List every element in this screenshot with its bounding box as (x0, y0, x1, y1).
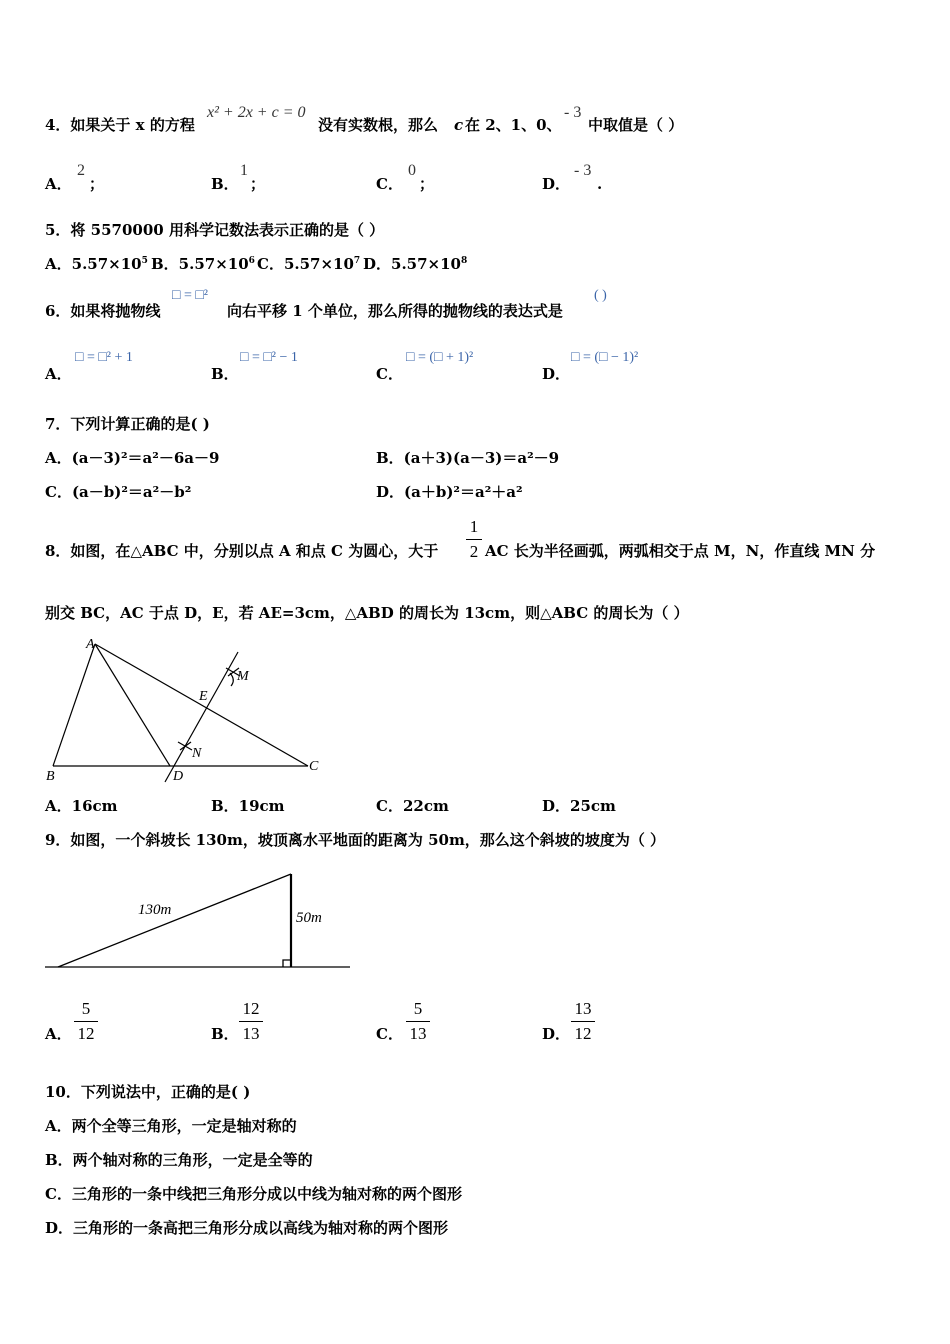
label-c: C (309, 759, 319, 774)
fraction-denominator: 2 (469, 542, 479, 561)
q9-option-fraction (571, 998, 595, 1045)
label-a: A (86, 637, 95, 652)
q8-option-b[interactable]: B．19cm (211, 797, 285, 815)
label-e: E (199, 689, 208, 704)
q5-option-label: B．5.57×10 (151, 255, 249, 273)
q9-option-label: B． (211, 1025, 239, 1043)
q8-suffix: AC 长为半径画弧，两弧相交于点 M，N，作直线 MN 分 (485, 542, 876, 560)
q4-neg3: - 3 (564, 104, 582, 121)
q6-option-equation: □ = (□ − 1)² (571, 350, 639, 365)
q5-text: 5．将 5570000 用科学记数法表示正确的是（ ） (45, 221, 385, 239)
segment-ad (95, 644, 170, 766)
q5-option-exponent: 7 (353, 256, 361, 266)
q4-middle2: 在 2、1、0、 (465, 116, 562, 134)
slope-line (58, 874, 291, 967)
q4-option-tail: ； (89, 175, 105, 193)
q8-option-d[interactable]: D．25cm (542, 797, 616, 815)
q10-text: 10．下列说法中，正确的是( ) (45, 1083, 251, 1101)
q5-option-label: A．5.57×10 (45, 255, 142, 273)
fraction-bar (239, 1021, 263, 1022)
fraction-bar (571, 1021, 595, 1022)
label-m: M (237, 669, 249, 684)
q4-c: c (454, 116, 464, 134)
q6-paren: ( ) (594, 288, 607, 303)
label-height: 50m (296, 910, 322, 926)
q10-option-c[interactable]: C．三角形的一条中线把三角形分成以中线为轴对称的两个图形 (45, 1185, 462, 1203)
fraction-denominator: 12 (574, 1024, 592, 1043)
q6-option-label: D． (542, 365, 571, 383)
q5-option-exponent: 8 (460, 256, 468, 266)
fraction-numerator: 13 (574, 999, 592, 1018)
q5-option-b[interactable] (151, 254, 255, 274)
right-angle-mark (283, 960, 291, 967)
q9-slope-figure (40, 862, 355, 974)
q4-middle: 没有实数根，那么 (318, 116, 439, 134)
q4-option-value: 0 (408, 162, 416, 179)
fraction-numerator: 5 (413, 999, 423, 1018)
q9-option-label: C． (376, 1025, 403, 1043)
q9-option-fraction (406, 998, 430, 1045)
q9-option-fraction (74, 998, 98, 1045)
q4-option-label: D． (542, 175, 571, 193)
q4-option-label: C． (376, 175, 403, 193)
q5-option-label: C．5.57×10 (257, 255, 354, 273)
q4-option-value: 1 (240, 162, 248, 179)
q4-option-tail: . (597, 175, 603, 193)
q8-half-fraction (466, 516, 482, 563)
fraction-denominator: 13 (242, 1024, 260, 1043)
q4-option-value: - 3 (574, 162, 592, 179)
q5-option-c[interactable] (257, 254, 360, 274)
q4-option-tail: ； (250, 175, 266, 193)
q4-prefix: 4．如果关于 x 的方程 (45, 116, 195, 134)
q9-option-fraction (239, 998, 263, 1045)
arc-m (230, 673, 233, 686)
q6-option-equation: □ = □² + 1 (75, 350, 133, 365)
label-slope-length: 130m (138, 902, 172, 918)
q8-option-a[interactable]: A．16cm (45, 797, 118, 815)
q4-option-label: B． (211, 175, 239, 193)
q6-prefix: 6．如果将抛物线 (45, 302, 161, 320)
q4-option-label: A． (45, 175, 72, 193)
q4-option-tail: ； (419, 175, 435, 193)
q6-option-equation: □ = □² − 1 (240, 350, 298, 365)
q6-suffix: 向右平移 1 个单位，那么所得的抛物线的表达式是 (227, 302, 563, 320)
q6-equation: □ = □² (172, 288, 209, 303)
label-b: B (46, 769, 55, 784)
q5-option-a[interactable] (45, 254, 148, 274)
fraction-bar (466, 539, 482, 540)
q8-option-c[interactable]: C．22cm (376, 797, 449, 815)
q5-option-label: D．5.57×10 (363, 255, 461, 273)
q10-option-d[interactable]: D．三角形的一条高把三角形分成以高线为轴对称的两个图形 (45, 1219, 449, 1237)
q4-suffix: 中取值是（ ） (588, 116, 684, 134)
q7-text: 7．下列计算正确的是( ) (45, 415, 210, 433)
q6-option-equation: □ = (□ + 1)² (406, 350, 474, 365)
fraction-numerator: 5 (81, 999, 91, 1018)
label-n: N (192, 746, 202, 761)
q8-line2: 别交 BC，AC 于点 D，E，若 AE=3cm，△ABD 的周长为 13cm，则△ABC 的周长为（ ） (45, 604, 689, 622)
q6-option-label: B． (211, 365, 239, 383)
q4-equation: x² + 2x + c = 0 (207, 104, 306, 121)
q10-option-b[interactable]: B．两个轴对称的三角形，一定是全等的 (45, 1151, 313, 1169)
q8-prefix: 8．如图，在△ABC 中，分别以点 A 和点 C 为圆心，大于 (45, 542, 439, 560)
q10-option-a[interactable]: A．两个全等三角形，一定是轴对称的 (45, 1117, 297, 1135)
side-ab (53, 644, 95, 766)
fraction-numerator: 12 (242, 999, 260, 1018)
q6-option-label: A． (45, 365, 72, 383)
fraction-bar (406, 1021, 430, 1022)
q4-option-value: 2 (77, 162, 85, 179)
q7-option-d[interactable]: D．(a＋b)²＝a²＋a² (376, 483, 523, 501)
label-d: D (173, 769, 184, 784)
q9-option-label: A． (45, 1025, 72, 1043)
q5-option-d[interactable] (363, 254, 467, 274)
line-mn (165, 652, 238, 782)
q9-text: 9．如图，一个斜坡长 130m，坡顶离水平地面的距离为 50m，那么这个斜坡的坡度为（ ） (45, 831, 666, 849)
q7-option-a[interactable]: A．(a－3)²＝a²－6a－9 (45, 449, 220, 467)
fraction-bar (74, 1021, 98, 1022)
q6-option-label: C． (376, 365, 403, 383)
side-ac (95, 644, 308, 766)
fraction-denominator: 12 (77, 1024, 95, 1043)
q7-option-c[interactable]: C．(a－b)²＝a²－b² (45, 483, 192, 501)
arc-mark-n (178, 742, 192, 750)
q9-option-label: D． (542, 1025, 571, 1043)
q5-option-exponent: 5 (141, 256, 148, 266)
fraction-numerator: 1 (469, 517, 479, 536)
q5-option-exponent: 6 (248, 256, 255, 266)
q8-triangle-figure (40, 630, 330, 785)
q7-option-b[interactable]: B．(a＋3)(a－3)＝a²－9 (376, 449, 560, 467)
fraction-denominator: 13 (409, 1024, 427, 1043)
